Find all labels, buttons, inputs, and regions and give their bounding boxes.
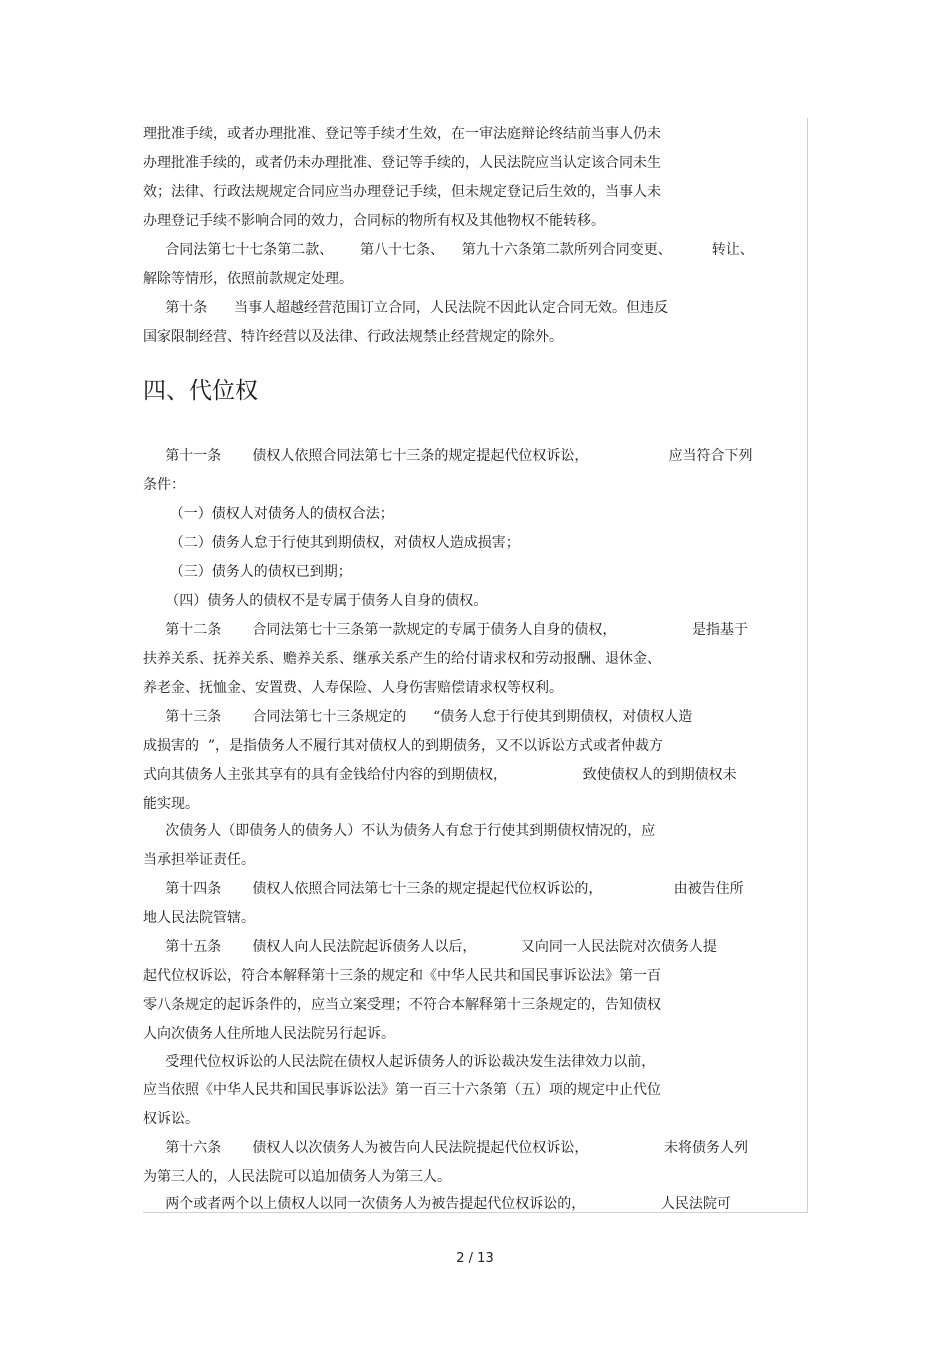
text-line: 成损害的 ”，是指债务人不履行其对债权人的到期债务，又不以诉讼方式或者仲裁方 xyxy=(143,738,664,754)
text-line: 理批准手续，或者办理批准、登记等手续才生效，在一审法庭辩论终结前当事人仍未 xyxy=(143,126,661,142)
text-line: 第十三条 合同法第七十三条规定的 “债务人怠于行使其到期债权，对债权人造 xyxy=(143,709,693,725)
text-line: 式向其债务人主张其享有的具有金钱给付内容的到期债权， 致使债权人的到期债权未 xyxy=(143,767,737,783)
text-line: 办理批准手续的，或者仍未办理批准、登记等手续的，人民法院应当认定该合同未生 xyxy=(143,155,661,171)
text-line: 权诉讼。 xyxy=(143,1111,199,1127)
text-line: 养老金、抚恤金、安置费、人寿保险、人身伤害赔偿请求权等权利。 xyxy=(143,680,563,696)
text-line: 第十条 当事人超越经营范围订立合同，人民法院不因此认定合同无效。但违反 xyxy=(143,300,668,316)
text-line: 第十一条 债权人依照合同法第七十三条的规定提起代位权诉讼， 应当符合下列 xyxy=(143,448,753,464)
text-line: 办理登记手续不影响合同的效力，合同标的物所有权及其他物权不能转移。 xyxy=(143,213,605,229)
text-line: 第十四条 债权人依照合同法第七十三条的规定提起代位权诉讼的， 由被告住所 xyxy=(143,881,744,897)
text-line: 应当依照《中华人民共和国民事诉讼法》第一百三十六条第（五）项的规定中止代位 xyxy=(143,1082,661,1098)
text-line: 受理代位权诉讼的人民法院在债权人起诉债务人的诉讼裁决发生法律效力以前， xyxy=(143,1054,656,1070)
text-line: 起代位权诉讼，符合本解释第十三条的规定和《中华人民共和国民事诉讼法》第一百 xyxy=(143,968,661,984)
text-line: 条件： xyxy=(143,477,185,493)
text-line: 当承担举证责任。 xyxy=(143,852,255,868)
text-line: 能实现。 xyxy=(143,796,199,812)
text-line: 扶养关系、抚养关系、赡养关系、继承关系产生的给付请求权和劳动报酬、退休金、 xyxy=(143,651,661,667)
text-line: 人向次债务人住所地人民法院另行起诉。 xyxy=(143,1026,395,1042)
text-line: 第十六条 债权人以次债务人为被告向人民法院提起代位权诉讼， 未将债务人列 xyxy=(143,1140,749,1156)
text-line: （三）债务人的债权已到期； xyxy=(143,564,352,580)
text-line: 为第三人的，人民法院可以追加债务人为第三人。 xyxy=(143,1169,451,1185)
text-line: 两个或者两个以上债权人以同一次债务人为被告提起代位权诉讼的， 人民法院可 xyxy=(143,1196,731,1212)
text-line: 效；法律、行政法规规定合同应当办理登记手续，但未规定登记后生效的，当事人未 xyxy=(143,184,661,200)
text-line: 解除等情形，依照前款规定处理。 xyxy=(143,271,353,287)
text-line: 地人民法院管辖。 xyxy=(143,910,255,926)
text-line: 次债务人（即债务人的债务人）不认为债务人有怠于行使其到期债权情况的，应 xyxy=(143,823,656,839)
text-line: 第十二条 合同法第七十三条第一款规定的专属于债务人自身的债权， 是指基于 xyxy=(143,622,749,638)
text-line: 合同法第七十七条第二款、 第八十七条、 第九十六条第二款所列合同变更、 转让、 xyxy=(143,242,754,258)
text-line: （二）债务人怠于行使其到期债权，对债权人造成损害； xyxy=(143,535,520,551)
text-line: （四）债务人的债权不是专属于债务人自身的债权。 xyxy=(143,593,488,609)
page-number: 2 / 13 xyxy=(456,1251,494,1266)
text-line: 国家限制经营、特许经营以及法律、行政法规禁止经营规定的除外。 xyxy=(143,329,563,345)
text-line: 第十五条 债权人向人民法院起诉债务人以后， 又向同一人民法院对次债务人提 xyxy=(143,939,717,955)
text-line: （一）债权人对债务人的债权合法； xyxy=(143,506,394,522)
text-line: 零八条规定的起诉条件的，应当立案受理；不符合本解释第十三条规定的，告知债权 xyxy=(143,997,661,1013)
section-heading: 四、代位权 xyxy=(143,378,258,404)
